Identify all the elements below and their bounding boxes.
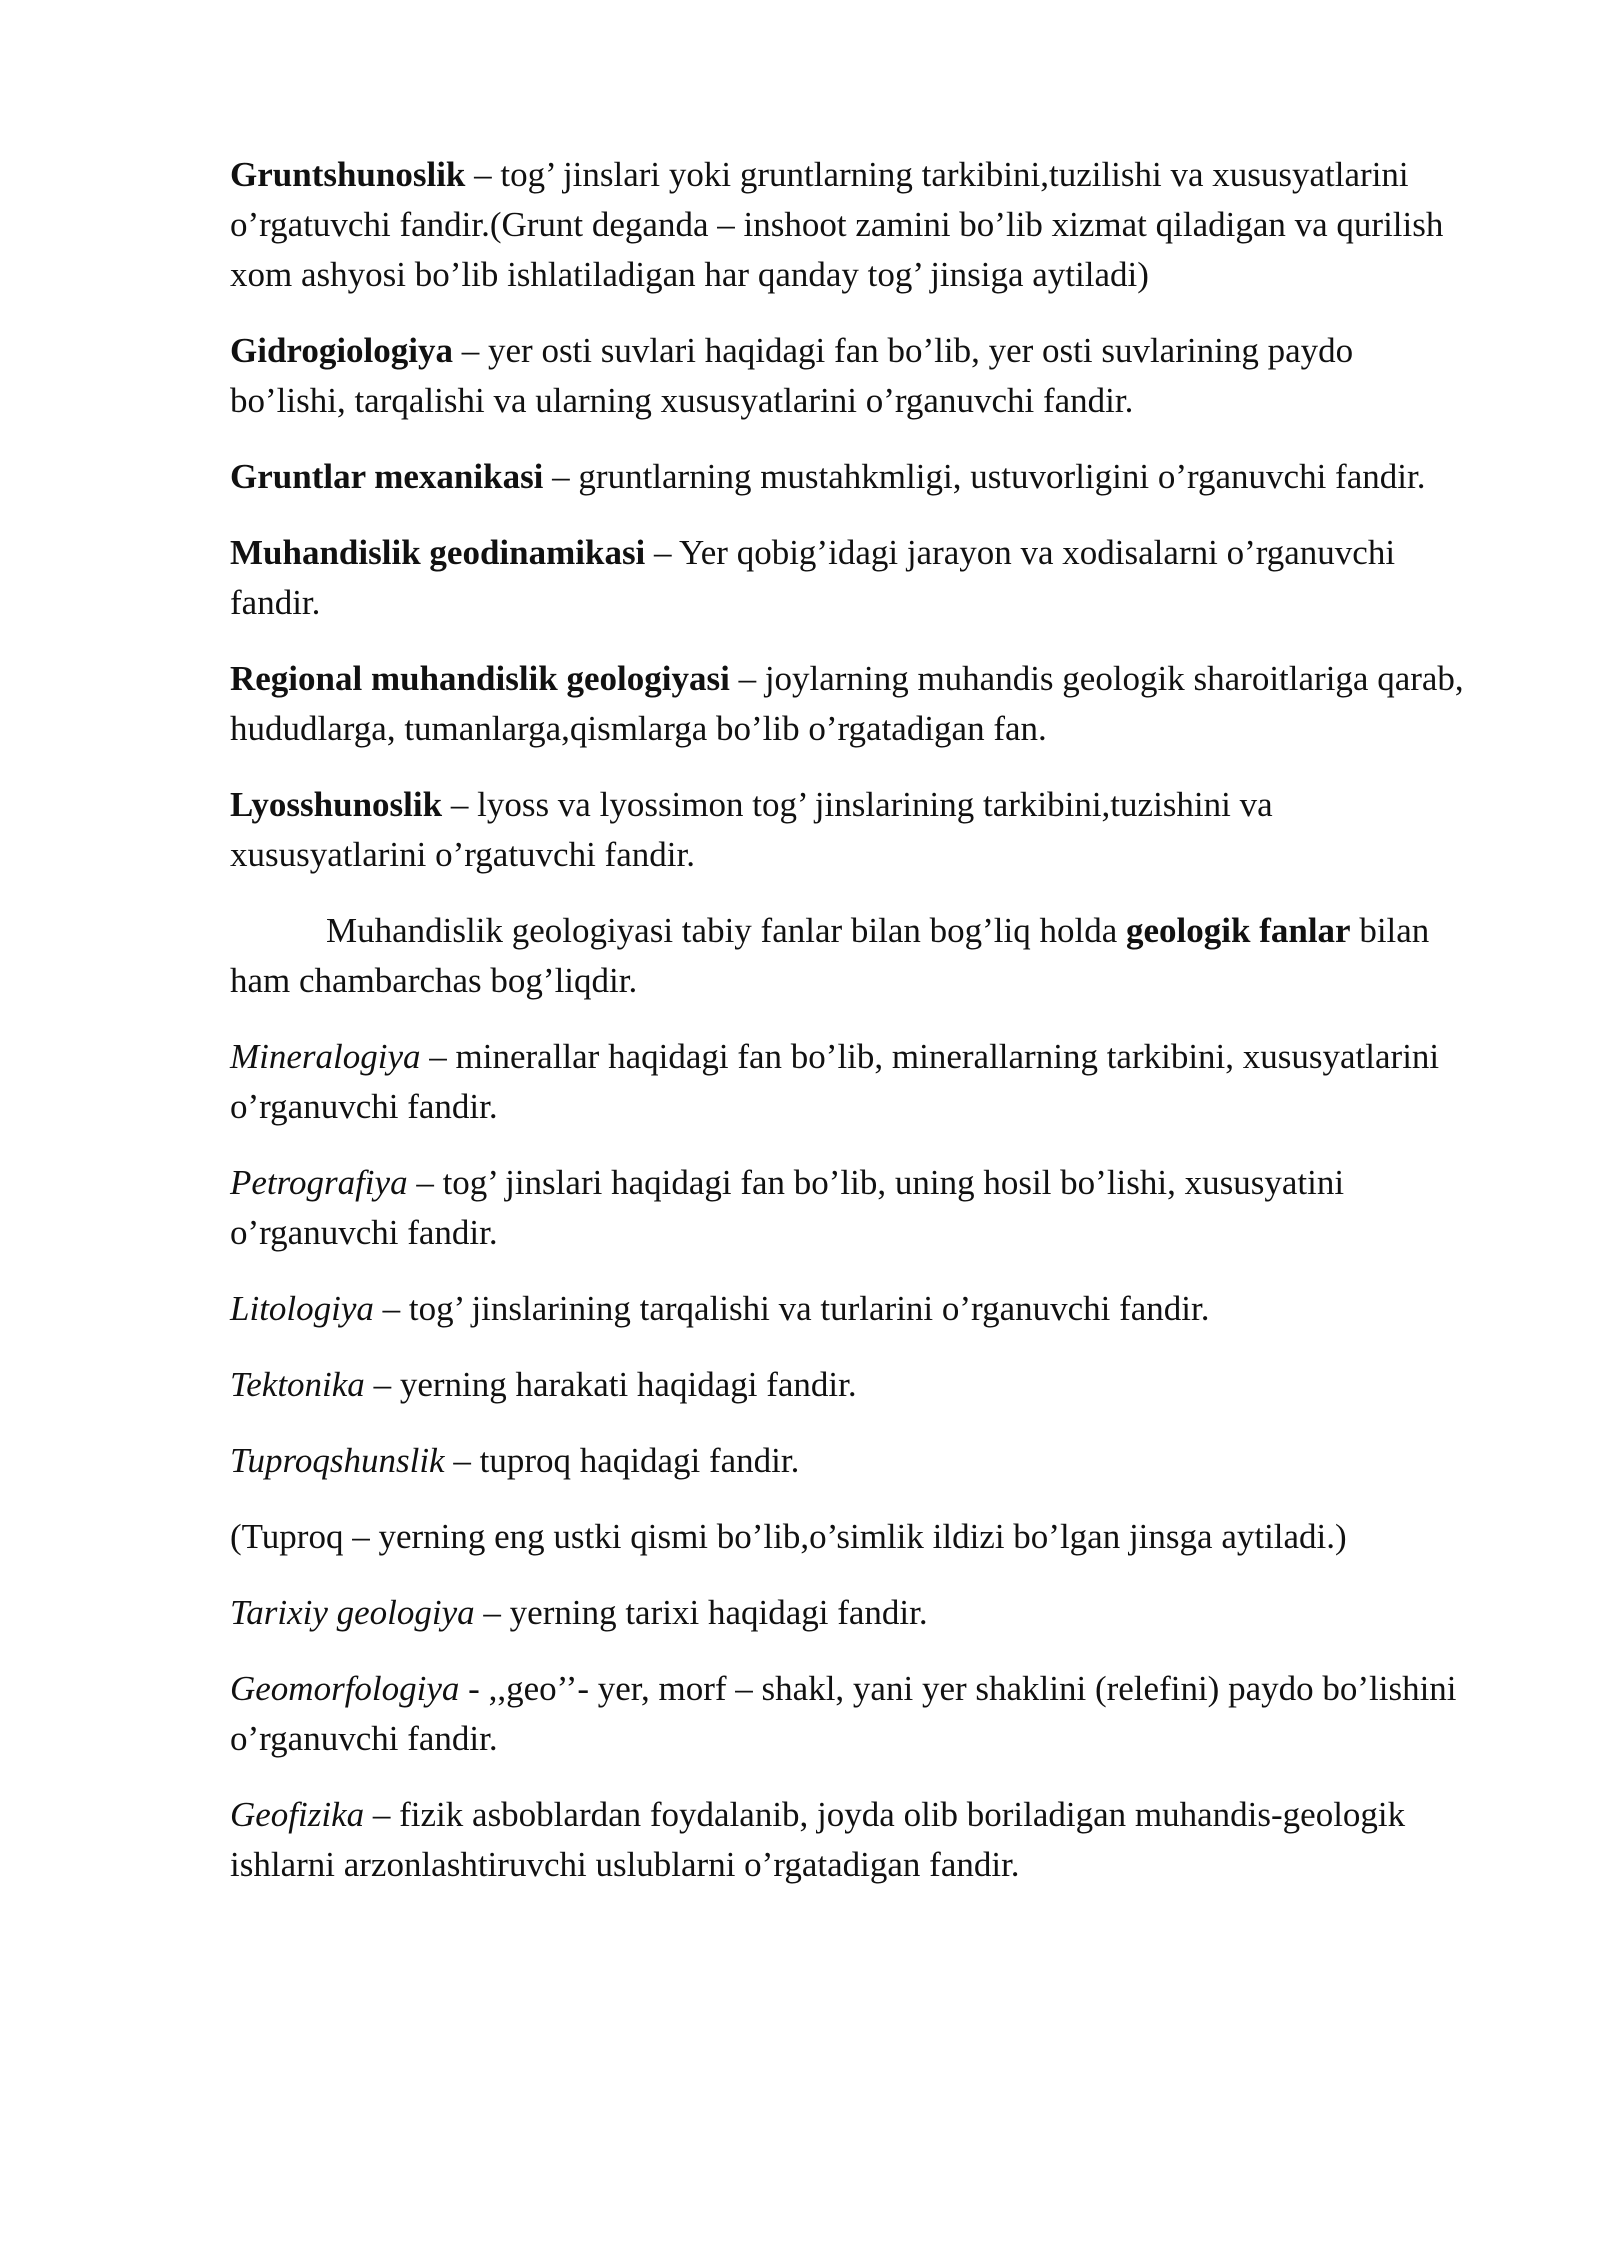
- definition-text: – yerning tarixi haqidagi fandir.: [474, 1593, 928, 1632]
- definition-tektonika: [230, 1360, 1470, 1410]
- definition-text: – joylarning muhandis geologik sharoitlariga qarab, hududlarga, tumanlarga,qismlarga bo’lib o’rgatadigan fan.: [230, 659, 1464, 748]
- definition-text: – yerning harakati haqidagi fandir.: [364, 1365, 857, 1404]
- definition-tarixiy-geologiya: [230, 1588, 1470, 1638]
- term-bold: Gruntlar mexanikasi: [230, 457, 544, 496]
- term-bold: Muhandislik geodinamikasi: [230, 533, 646, 572]
- note-text: (Tuproq – yerning eng ustki qismi bo’lib,o’simlik ildizi bo’lgan jinsga aytiladi.): [230, 1517, 1347, 1556]
- definition-geomorfologiya: [230, 1664, 1470, 1764]
- term-italic: Mineralogiya: [230, 1037, 421, 1076]
- definition-text: – lyoss va lyossimon tog’ jinslarining tarkibini,tuzishini va xususyatlarini o’rgatuvchi fandir.: [230, 785, 1273, 874]
- term-italic: Petrografiya: [230, 1163, 408, 1202]
- definition-mineralogiya: [230, 1032, 1470, 1132]
- term-bold: Gruntshunoslik: [230, 155, 466, 194]
- definition-regional-muhandislik-geologiyasi: [230, 654, 1470, 754]
- document-body: [230, 150, 1470, 1916]
- definition-text: - ,,geo’’- yer, morf – shakl, yani yer shaklini (relefini) paydo bo’lishini o’rganuvchi fandir.: [230, 1669, 1457, 1758]
- term-italic: Tarixiy geologiya: [230, 1593, 475, 1632]
- definition-text: – tog’ jinslarining tarqalishi va turlarini o’rganuvchi fandir.: [373, 1289, 1210, 1328]
- definition-geofizika: [230, 1790, 1470, 1890]
- definition-text: – minerallar haqidagi fan bo’lib, minerallarning tarkibini, xususyatlarini o’rganuvchi fandir.: [230, 1037, 1440, 1126]
- term-italic: Tektonika: [230, 1365, 365, 1404]
- intro-text-before: Muhandislik geologiyasi tabiy fanlar bilan bog’liq holda: [326, 911, 1126, 950]
- term-italic: Litologiya: [230, 1289, 374, 1328]
- term-bold: Lyosshunoslik: [230, 785, 443, 824]
- definition-litologiya: [230, 1284, 1470, 1334]
- note-tuproq: [230, 1512, 1470, 1562]
- term-bold: Gidrogiologiya: [230, 331, 453, 370]
- definition-text: – gruntlarning mustahkmligi, ustuvorligini o’rganuvchi fandir.: [543, 457, 1426, 496]
- definition-gruntlar-mexanikasi: [230, 452, 1470, 502]
- definition-text: – yer osti suvlari haqidagi fan bo’lib, yer osti suvlarining paydo bo’lishi, tarqalishi va ularning xususyatlarini o’rganuvchi fandir.: [230, 331, 1354, 420]
- definition-muhandislik-geodinamikasi: [230, 528, 1470, 628]
- term-bold: Regional muhandislik geologiyasi: [230, 659, 730, 698]
- term-italic: Geofizika: [230, 1795, 365, 1834]
- definition-text: – tuproq haqidagi fandir.: [444, 1441, 800, 1480]
- definition-gruntshunoslik: [230, 150, 1470, 300]
- intro-text-after: bilan ham chambarchas bog’liqdir.: [230, 911, 1430, 1000]
- definition-lyosshunoslik: [230, 780, 1470, 880]
- definition-tuproqshunslik: [230, 1436, 1470, 1486]
- intro-paragraph: [230, 906, 1470, 1006]
- definition-text: – tog’ jinslari yoki gruntlarning tarkibini,tuzilishi va xususyatlarini o’rgatuvchi fandir.(Grunt deganda – inshoot zamini bo’lib xizmat qiladigan va qurilish xom ashyosi bo’lib ishlatiladigan har qanday tog’ jinsiga aytiladi): [230, 155, 1444, 294]
- term-italic: Geomorfologiya: [230, 1669, 460, 1708]
- definition-text: – Yer qobig’idagi jarayon va xodisalarni o’rganuvchi fandir.: [230, 533, 1396, 622]
- definition-petrografiya: [230, 1158, 1470, 1258]
- inline-bold-phrase: geologik fanlar: [1126, 911, 1351, 950]
- term-italic: Tuproqshunslik: [230, 1441, 445, 1480]
- definition-gidrogiologiya: [230, 326, 1470, 426]
- definition-text: – tog’ jinslari haqidagi fan bo’lib, uning hosil bo’lishi, xususyatini o’rganuvchi fandir.: [230, 1163, 1345, 1252]
- definition-text: – fizik asboblardan foydalanib, joyda olib boriladigan muhandis-geologik ishlarni arzonlashtiruvchi uslublarni o’rgatadigan fandir.: [230, 1795, 1406, 1884]
